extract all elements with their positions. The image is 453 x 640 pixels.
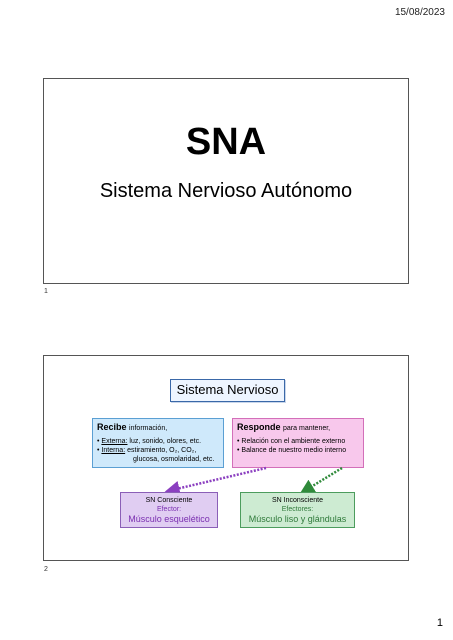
page-number: 1 <box>436 617 443 629</box>
slide-2-number: 2 <box>44 566 48 573</box>
slide-1-number: 1 <box>44 288 48 295</box>
slide-subtitle: Sistema Nervioso Autónomo <box>99 180 353 202</box>
diagram-arrows <box>44 356 410 562</box>
inconsciente-box <box>240 492 355 528</box>
externa-label: Externa: <box>101 438 128 445</box>
recibe-interna-cont: glucosa, osmolaridad, etc. <box>133 456 215 463</box>
interna-text: estiramiento, O₂, CO₂, <box>125 447 197 454</box>
responde-item-2: • Balance de nuestro medio interno <box>237 447 347 454</box>
inconsciente-target: Músculo liso y glándulas <box>248 514 347 524</box>
responde-heading-bold: Responde <box>237 422 281 432</box>
purple-arrow <box>172 468 266 490</box>
inconsciente-effector: Efectores: <box>281 506 314 513</box>
recibe-heading-rest: información, <box>129 425 168 432</box>
inconsciente-title: SN Inconsciente <box>272 497 323 504</box>
slide-title: SNA <box>185 121 267 163</box>
consciente-target: Músculo esquelético <box>128 514 210 524</box>
diagram-title: Sistema Nervioso <box>170 379 285 402</box>
consciente-title: SN Consciente <box>145 497 193 504</box>
responde-item-2-text: Balance de nuestro medio interno <box>241 447 347 454</box>
responde-heading-rest: para mantener, <box>283 425 331 432</box>
document-date: 15/08/2023 <box>394 7 445 18</box>
responde-item-1-text: Relación con el ambiente externo <box>241 438 346 445</box>
interna-label: Interna: <box>101 447 126 454</box>
externa-text: luz, sonido, olores, etc. <box>127 438 202 445</box>
recibe-interna: • Interna: estiramiento, O₂, CO₂, <box>97 447 197 454</box>
recibe-heading-bold: Recibe <box>97 422 127 432</box>
consciente-effector: Efector: <box>156 506 182 513</box>
responde-item-1: • Relación con el ambiente externo <box>237 438 346 445</box>
slide-1 <box>43 78 409 284</box>
recibe-externa: • Externa: luz, sonido, olores, etc. <box>97 438 202 445</box>
green-arrow <box>306 468 342 490</box>
slide-2 <box>43 355 409 561</box>
consciente-box <box>120 492 218 528</box>
